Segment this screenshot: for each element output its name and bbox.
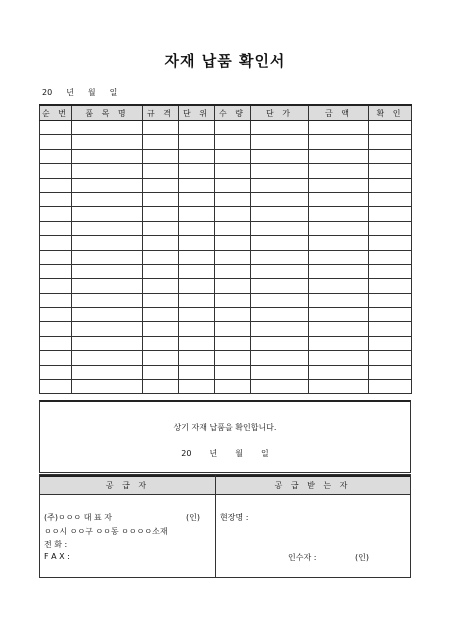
receiver-site-label: 현장명 : <box>220 513 249 522</box>
table-cell <box>40 178 72 192</box>
col-header-confirm: 확 인 <box>369 105 412 121</box>
parties-box <box>39 474 411 578</box>
table-cell <box>369 322 412 336</box>
table-cell <box>179 121 215 135</box>
table-cell <box>369 135 412 149</box>
table-cell <box>309 279 369 293</box>
table-cell <box>143 380 179 394</box>
table-cell <box>309 351 369 365</box>
table-cell <box>251 164 309 178</box>
table-row <box>40 121 412 135</box>
table-cell <box>309 192 369 206</box>
col-header-amount: 금 액 <box>309 105 369 121</box>
table-cell <box>72 380 143 394</box>
table-cell <box>72 207 143 221</box>
table-cell <box>143 308 179 322</box>
table-cell <box>143 250 179 264</box>
table-cell <box>369 264 412 278</box>
table-cell <box>72 308 143 322</box>
confirmation-box <box>39 400 411 473</box>
table-cell <box>40 264 72 278</box>
table-cell <box>143 236 179 250</box>
table-cell <box>72 365 143 379</box>
table-cell <box>251 221 309 235</box>
table-cell <box>215 365 251 379</box>
table-cell <box>72 192 143 206</box>
table-cell <box>179 308 215 322</box>
confirm-year-unit: 년 <box>209 449 218 458</box>
table-cell <box>143 293 179 307</box>
table-cell <box>309 236 369 250</box>
confirm-month-unit: 월 <box>235 449 243 458</box>
table-cell <box>40 351 72 365</box>
table-cell <box>40 293 72 307</box>
table-cell <box>309 164 369 178</box>
table-row <box>40 178 412 192</box>
table-cell <box>215 207 251 221</box>
table-cell <box>251 264 309 278</box>
table-cell <box>215 236 251 250</box>
supplier-address: ㅇㅇ시 ㅇㅇ구 ㅇㅇ동 ㅇㅇㅇㅇ소재 <box>44 527 168 536</box>
table-cell <box>309 178 369 192</box>
table-cell <box>40 149 72 163</box>
table-cell <box>215 221 251 235</box>
table-cell <box>369 250 412 264</box>
table-cell <box>251 250 309 264</box>
items-table-body <box>40 121 412 394</box>
table-cell <box>40 336 72 350</box>
table-row <box>40 221 412 235</box>
table-cell <box>251 121 309 135</box>
table-cell <box>40 207 72 221</box>
table-cell <box>369 178 412 192</box>
table-cell <box>40 308 72 322</box>
table-cell <box>369 365 412 379</box>
table-cell <box>369 221 412 235</box>
table-row <box>40 250 412 264</box>
table-row <box>40 264 412 278</box>
table-cell <box>40 192 72 206</box>
table-cell <box>72 279 143 293</box>
table-cell <box>143 322 179 336</box>
supplier-phone-label: 전 화 : <box>44 540 68 549</box>
table-cell <box>72 164 143 178</box>
table-cell <box>215 322 251 336</box>
table-row <box>40 322 412 336</box>
table-cell <box>72 121 143 135</box>
table-row <box>40 192 412 206</box>
confirm-day-unit: 일 <box>260 449 269 458</box>
col-header-spec: 규 격 <box>143 105 179 121</box>
table-cell <box>215 264 251 278</box>
table-cell <box>251 365 309 379</box>
table-cell <box>40 322 72 336</box>
table-cell <box>143 149 179 163</box>
table-cell <box>179 351 215 365</box>
table-cell <box>309 149 369 163</box>
table-cell <box>251 178 309 192</box>
table-cell <box>369 164 412 178</box>
table-cell <box>143 207 179 221</box>
table-cell <box>369 351 412 365</box>
table-cell <box>179 279 215 293</box>
table-cell <box>369 336 412 350</box>
supplier-header: 공 급 자 <box>40 475 215 495</box>
table-cell <box>309 207 369 221</box>
items-table <box>39 104 412 394</box>
table-cell <box>179 135 215 149</box>
table-cell <box>309 380 369 394</box>
table-cell <box>143 164 179 178</box>
table-cell <box>179 149 215 163</box>
table-cell <box>40 121 72 135</box>
table-cell <box>40 365 72 379</box>
table-cell <box>143 221 179 235</box>
table-cell <box>72 322 143 336</box>
table-row <box>40 308 412 322</box>
table-cell <box>309 250 369 264</box>
table-row <box>40 149 412 163</box>
table-cell <box>369 279 412 293</box>
table-cell <box>251 135 309 149</box>
table-cell <box>369 380 412 394</box>
table-cell <box>72 135 143 149</box>
receiver-header: 공 급 받 는 자 <box>215 475 410 495</box>
table-cell <box>40 164 72 178</box>
table-cell <box>215 250 251 264</box>
table-cell <box>215 121 251 135</box>
table-row <box>40 279 412 293</box>
table-cell <box>215 192 251 206</box>
table-cell <box>143 121 179 135</box>
table-cell <box>72 236 143 250</box>
table-cell <box>179 264 215 278</box>
date-year: 20 <box>42 88 53 97</box>
table-cell <box>369 308 412 322</box>
table-cell <box>179 178 215 192</box>
table-cell <box>143 178 179 192</box>
table-cell <box>251 293 309 307</box>
col-header-qty: 수 량 <box>215 105 251 121</box>
table-cell <box>72 293 143 307</box>
table-cell <box>215 149 251 163</box>
table-cell <box>143 365 179 379</box>
table-row <box>40 293 412 307</box>
table-cell <box>369 236 412 250</box>
table-cell <box>369 293 412 307</box>
table-cell <box>215 178 251 192</box>
table-cell <box>40 221 72 235</box>
table-cell <box>215 380 251 394</box>
table-cell <box>251 192 309 206</box>
table-cell <box>143 192 179 206</box>
table-cell <box>251 336 309 350</box>
table-cell <box>179 365 215 379</box>
table-cell <box>143 135 179 149</box>
date-month-unit: 월 <box>87 88 96 97</box>
table-cell <box>179 293 215 307</box>
table-cell <box>309 365 369 379</box>
table-cell <box>251 322 309 336</box>
table-cell <box>40 135 72 149</box>
table-row <box>40 351 412 365</box>
date-year-unit: 년 <box>66 88 74 97</box>
table-cell <box>40 380 72 394</box>
table-cell <box>251 308 309 322</box>
table-cell <box>143 351 179 365</box>
col-header-unit: 단 위 <box>179 105 215 121</box>
col-header-unit-price: 단 가 <box>251 105 309 121</box>
table-cell <box>309 221 369 235</box>
table-cell <box>72 221 143 235</box>
table-cell <box>309 121 369 135</box>
table-cell <box>179 164 215 178</box>
table-cell <box>251 351 309 365</box>
table-row <box>40 336 412 350</box>
table-cell <box>143 264 179 278</box>
table-cell <box>215 135 251 149</box>
table-row <box>40 236 412 250</box>
table-cell <box>215 336 251 350</box>
table-cell <box>251 279 309 293</box>
table-cell <box>369 149 412 163</box>
confirmation-message: 상기 자재 납품을 확인합니다. <box>173 423 277 432</box>
table-cell <box>143 336 179 350</box>
document-title: 자재 납품 확인서 <box>164 52 286 70</box>
table-cell <box>309 336 369 350</box>
receiver-seal: (인) <box>355 553 369 562</box>
parties-divider <box>215 475 216 577</box>
table-cell <box>215 279 251 293</box>
table-cell <box>215 308 251 322</box>
table-cell <box>309 322 369 336</box>
table-cell <box>179 236 215 250</box>
table-cell <box>251 380 309 394</box>
table-cell <box>309 293 369 307</box>
receiver-recipient-label: 인수자 : <box>288 553 317 562</box>
table-cell <box>40 236 72 250</box>
table-cell <box>179 322 215 336</box>
table-cell <box>215 164 251 178</box>
table-row <box>40 135 412 149</box>
table-cell <box>72 351 143 365</box>
table-cell <box>369 121 412 135</box>
table-row <box>40 365 412 379</box>
confirmation-date <box>40 448 410 459</box>
table-cell <box>251 236 309 250</box>
table-cell <box>143 279 179 293</box>
date-day-unit: 일 <box>109 88 118 97</box>
table-cell <box>215 351 251 365</box>
supplier-company: (주)ㅇㅇㅇ 대 표 자 <box>44 513 112 522</box>
table-cell <box>251 207 309 221</box>
table-cell <box>72 149 143 163</box>
table-cell <box>179 192 215 206</box>
confirm-year: 20 <box>181 449 192 458</box>
table-cell <box>215 293 251 307</box>
table-cell <box>179 380 215 394</box>
table-cell <box>40 279 72 293</box>
table-row <box>40 207 412 221</box>
table-row <box>40 380 412 394</box>
table-cell <box>179 207 215 221</box>
table-cell <box>309 264 369 278</box>
table-cell <box>251 149 309 163</box>
issue-date <box>42 87 131 98</box>
col-header-item-name: 품 목 명 <box>72 105 143 121</box>
col-header-seq: 순 번 <box>40 105 72 121</box>
table-cell <box>369 207 412 221</box>
table-cell <box>72 336 143 350</box>
table-cell <box>369 192 412 206</box>
table-cell <box>40 250 72 264</box>
table-cell <box>72 264 143 278</box>
table-header-row <box>40 105 412 121</box>
table-cell <box>72 250 143 264</box>
table-row <box>40 164 412 178</box>
table-cell <box>179 250 215 264</box>
table-cell <box>309 308 369 322</box>
supplier-fax-label: F A X : <box>44 552 70 561</box>
table-cell <box>309 135 369 149</box>
table-cell <box>72 178 143 192</box>
supplier-seal: (인) <box>186 513 200 522</box>
table-cell <box>179 221 215 235</box>
table-cell <box>179 336 215 350</box>
